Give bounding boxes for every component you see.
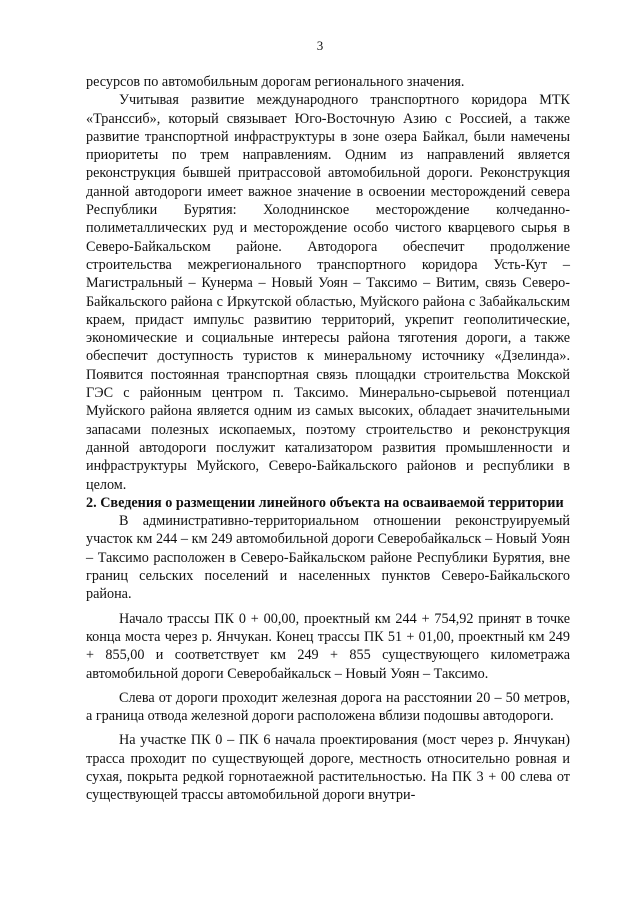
paragraph-continuation: ресурсов по автомобильным дорогам регионального значения.: [86, 74, 465, 90]
section-heading: 2. Сведения о размещении линейного объекта на осваиваемой территории: [86, 494, 564, 511]
document-body: [86, 73, 570, 805]
paragraph-transsib: Учитывая развитие международного транспортного коридора МТК «Транссиб», который связывает Юго-Восточную Азию с Россией, а также развитие транспортной инфраструктуры в зоне озера Байкал, были намечены приоритеты по трем направлениям. Одним из направлений является реконструкция бывшей притрассовой автомобильной дороги. Реконструкция данной автодороги имеет важное значение в освоении месторождений севера Республики Бурятия: Холоднинское месторождение колчеданно-полиметаллических руд и месторождение особо чистого кварцевого сырья в Северо-Байкальском районе. Автодорога обеспечит продолжение строительства межрегионального транспортного коридора Усть-Кут – Магистральный – Кунерма – Новый Уоян – Таксимо – Витим, связь Северо-Байкальского района с Иркутской областью, Муйского района с Забайкальским краем, придаст импульс развитию территорий, укрепит геополитические, экономические и социальные интересы района тяготения дороги, а также обеспечит доступность туристов к минеральному источнику «Дзелинда». Появится постоянная транспортная связь площадки строительства Мокской ГЭС с районным центром п. Таксимо. Минерально-сырьевой потенциал Муйского района является одним из самых высоких, обладает значительными запасами полезных ископаемых, поэтому строительство и реконструкция данной автодороги послужит катализатором развития промышленности и инфраструктуры Муйского, Северо-Байкальского районов и республики в целом.: [86, 92, 570, 493]
page-number: 3: [316, 38, 324, 53]
paragraph-route-start: Начало трассы ПК 0 + 00,00, проектный км 244 + 754,92 принят в точке конца моста через р. Янчукан. Конец трассы ПК 51 + 01,00, проектный км 249 + 855,00 и соответствует км 249 + 855 существующего километража автомобильной дороги Северобайкальск – Новый Уоян – Таксимо.: [86, 610, 570, 682]
paragraph-section-pk: На участке ПК 0 – ПК 6 начала проектирования (мост через р. Янчукан) трасса проходит по существующей дороге, местность относительно ровная и сухая, покрыта редкой горнотаежной растительностью. На ПК 3 + 00 слева от существующей трассы автомобильной дороги внутри-: [86, 732, 570, 804]
paragraph-location: В административно-территориальном отношении реконструируемый участок км 244 – км 249 автомобильной дороги Северобайкальск – Новый Уоян – Таксимо расположен в Северо-Байкальском районе Республики Бурятия, вне границ сельских поселений и населенных пунктов Северо-Байкальского района.: [86, 513, 570, 603]
paragraph-railway: Слева от дороги проходит железная дорога на расстоянии 20 – 50 метров, а граница отвода железной дороги расположена вблизи подошвы автодороги.: [86, 689, 570, 725]
